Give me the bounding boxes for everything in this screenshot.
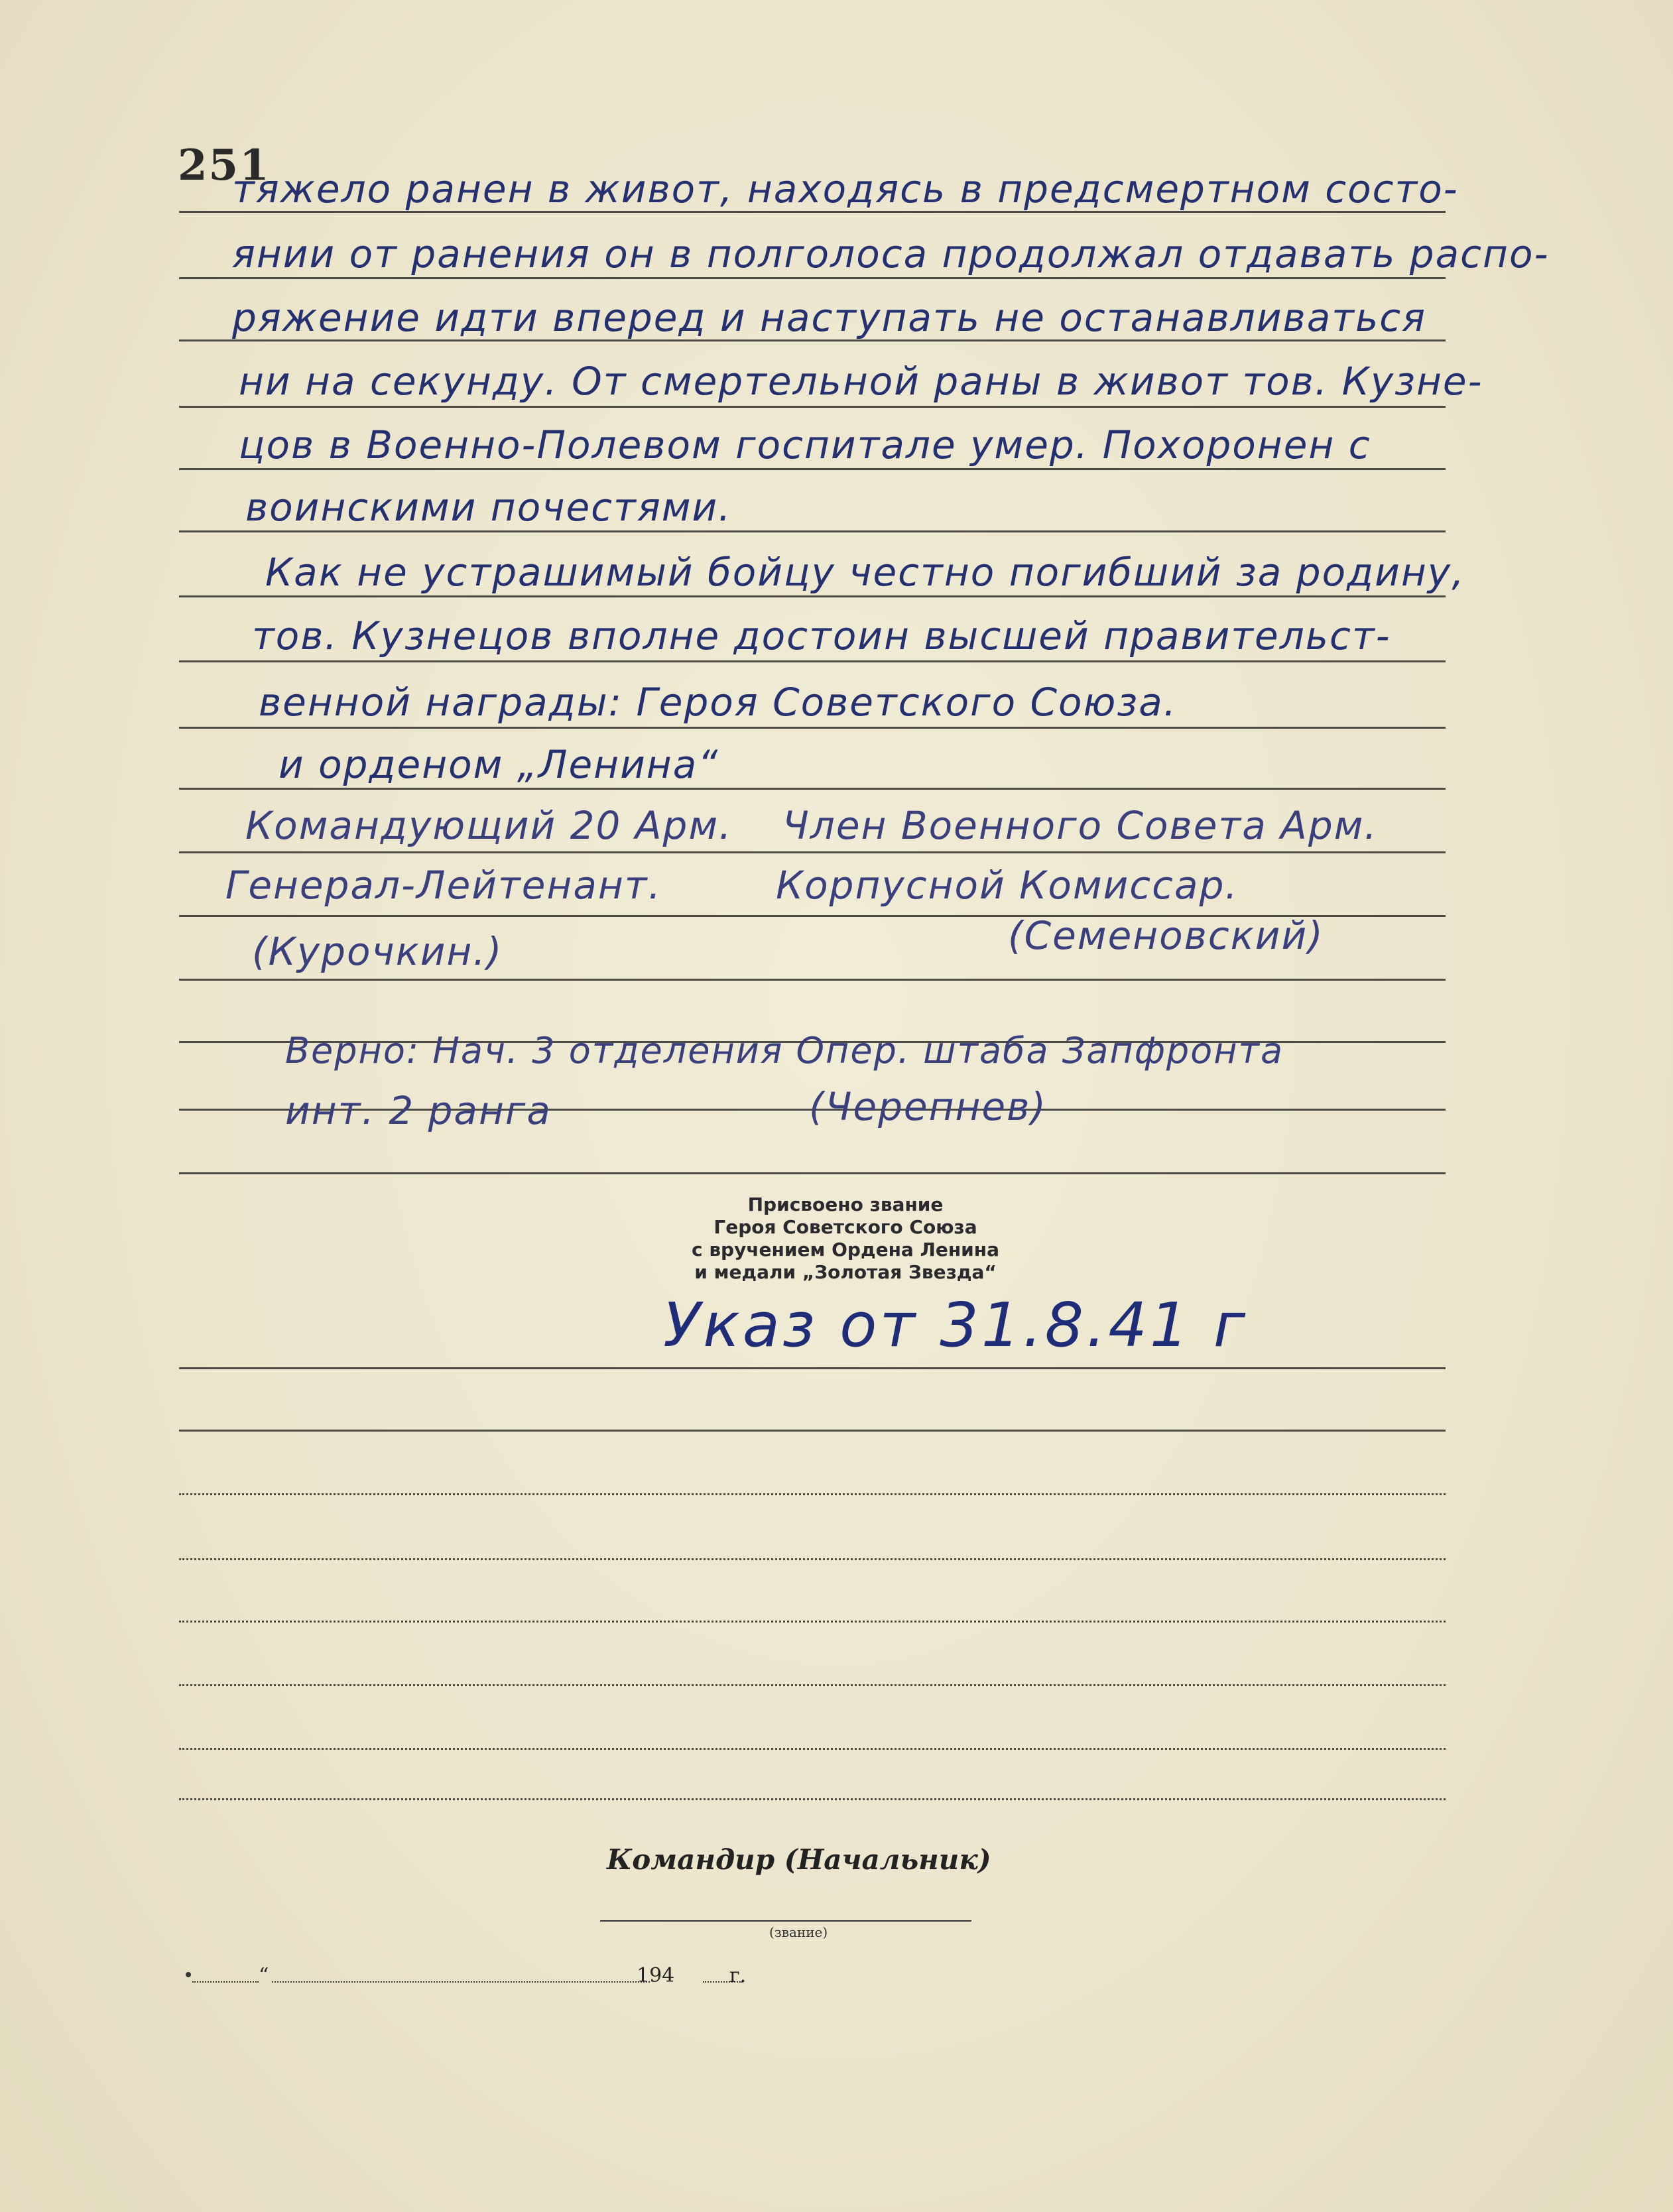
verified-rank: инт. 2 ранга [285, 1088, 552, 1133]
stamp-line: с вручением Ордена Ленина [691, 1239, 1000, 1260]
rank-caption: (звание) [769, 1924, 828, 1940]
day-field [192, 1981, 259, 1983]
stamp-line: Героя Советского Союза [713, 1216, 977, 1238]
ruled-line [179, 1430, 1446, 1432]
commander-signature-title: Командующий 20 Арм. [245, 803, 733, 848]
council-name: (Семеновский) [1008, 913, 1324, 958]
ruled-line [179, 1684, 1446, 1686]
body-line: тов. Кузнецов вполне достоин высшей правительст- [252, 613, 1391, 658]
ruled-line [179, 727, 1446, 729]
footer-commander-title: Командир (Начальник) [607, 1843, 991, 1876]
stamp-line: Присвоено звание [747, 1194, 944, 1215]
commander-rank: Генерал-Лейтенант. [225, 863, 662, 908]
body-line: венной награды: Героя Советского Союза. [259, 680, 1178, 725]
commander-name: (Курочкин.) [252, 929, 503, 974]
award-stamp [597, 1194, 1094, 1284]
year-suffix: г. [729, 1964, 747, 1987]
ruled-line [179, 979, 1446, 981]
ruled-line [179, 1172, 1446, 1174]
ruled-line [179, 1798, 1446, 1800]
ruled-line [179, 468, 1446, 470]
month-field [272, 1981, 650, 1983]
ruled-line [179, 660, 1446, 662]
bullet-mark [186, 1972, 191, 1977]
date-row [186, 1964, 769, 1991]
council-rank: Корпусной Комиссар. [776, 863, 1239, 908]
verified-line: Верно: Нач. 3 отделения Опер. штаба Запфронта [285, 1030, 1284, 1072]
quote-mark: “ [259, 1964, 269, 1987]
verified-name: (Черепнев) [809, 1084, 1047, 1129]
body-line: цов в Военно-Полевом госпитале умер. Похоронен с [239, 422, 1371, 467]
body-line: и орденом „Ленина“ [279, 742, 719, 787]
body-line: тяжело ранен в живот, находясь в предсмертном состо- [232, 166, 1459, 212]
ruled-line [179, 406, 1446, 408]
body-line: ни на секунду. От смертельной раны в живот тов. Кузне- [239, 359, 1483, 404]
rank-line [600, 1920, 971, 1922]
body-line: ряжение идти вперед и наступать не останавливаться [232, 295, 1427, 340]
ruled-line [179, 1748, 1446, 1750]
ruled-line [179, 1558, 1446, 1560]
ruled-line [179, 530, 1446, 532]
ruled-line [179, 788, 1446, 790]
body-line: янии от ранения он в полголоса продолжал отдавать распо- [232, 231, 1550, 276]
ruled-line [179, 277, 1446, 279]
council-signature-title: Член Военного Совета Арм. [782, 803, 1378, 848]
ruled-line [179, 595, 1446, 597]
ruled-line [179, 1493, 1446, 1495]
ruled-line [179, 1621, 1446, 1623]
decree-note: Указ от 31.8.41 г [663, 1290, 1249, 1361]
page-number: 251 [178, 141, 271, 190]
body-line: Как не устрашимый бойцу честно погибший за родину, [265, 550, 1465, 595]
stamp-line: и медали „Золотая Звезда“ [694, 1261, 997, 1283]
year-prefix: 194 [637, 1964, 675, 1987]
body-line: воинскими почестями. [245, 485, 732, 530]
ruled-line [179, 1367, 1446, 1369]
ruled-line [179, 851, 1446, 853]
